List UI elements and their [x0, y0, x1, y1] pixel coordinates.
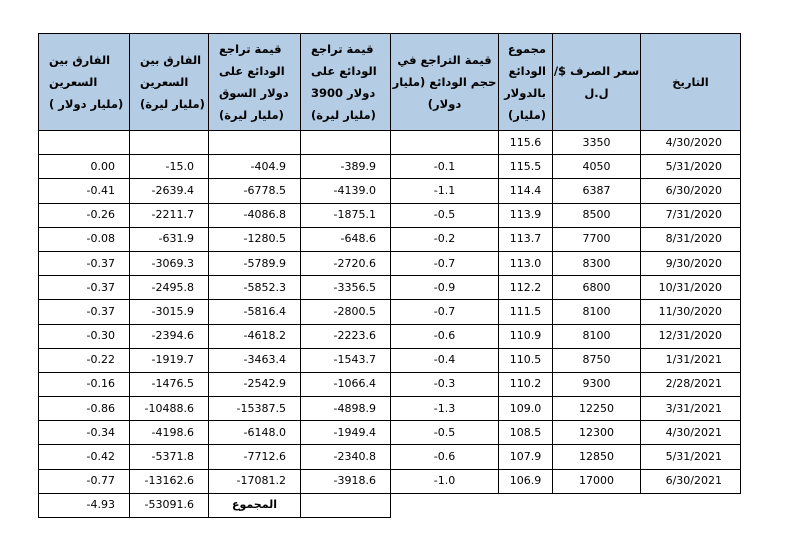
- header-date: التاريخ: [641, 34, 741, 131]
- cell-usd-diff: -0.37: [39, 276, 130, 300]
- cell-usd-diff: -0.26: [39, 203, 130, 227]
- cell-deposit-decline: -0.5: [391, 203, 499, 227]
- table-row: [39, 251, 741, 275]
- cell-exchange-rate: 17000: [553, 469, 641, 493]
- cell-deposit-decline: -0.5: [391, 421, 499, 445]
- cell-lbp-diff: -2495.8: [130, 276, 209, 300]
- cell-lbp-diff: [130, 131, 209, 155]
- cell-3900-decline: -648.6: [301, 227, 391, 251]
- table-row: [39, 203, 741, 227]
- total-row: [39, 493, 741, 517]
- cell-date: 5/31/2021: [641, 445, 741, 469]
- cell-exchange-rate: 8750: [553, 348, 641, 372]
- cell-deposit-decline: -0.6: [391, 324, 499, 348]
- table-row: [39, 155, 741, 179]
- cell-3900-decline: -2800.5: [301, 300, 391, 324]
- cell-market-decline: -2542.9: [209, 372, 301, 396]
- cell-3900-decline: -4898.9: [301, 397, 391, 421]
- table-row: [39, 227, 741, 251]
- cell-market-decline: -17081.2: [209, 469, 301, 493]
- cell-exchange-rate: 8500: [553, 203, 641, 227]
- cell-usd-diff: -0.41: [39, 179, 130, 203]
- cell-usd-diff: 0.00: [39, 155, 130, 179]
- cell-date: 11/30/2020: [641, 300, 741, 324]
- cell-total-deposits: 113.0: [499, 251, 553, 275]
- cell-3900-decline: -2340.8: [301, 445, 391, 469]
- cell-market-decline: -404.9: [209, 155, 301, 179]
- table-row: [39, 276, 741, 300]
- cell-deposit-decline: -0.6: [391, 445, 499, 469]
- header-total-deposits: مجموع الودائع بالدولار (مليار): [499, 34, 553, 131]
- table-row: [39, 324, 741, 348]
- total-empty-cell: [301, 493, 391, 517]
- cell-market-decline: -5789.9: [209, 251, 301, 275]
- cell-total-deposits: 110.5: [499, 348, 553, 372]
- cell-total-deposits: 107.9: [499, 445, 553, 469]
- cell-date: 4/30/2021: [641, 421, 741, 445]
- cell-usd-diff: -0.22: [39, 348, 130, 372]
- table-row: [39, 348, 741, 372]
- cell-lbp-diff: -631.9: [130, 227, 209, 251]
- cell-3900-decline: -4139.0: [301, 179, 391, 203]
- cell-total-deposits: 112.2: [499, 276, 553, 300]
- cell-3900-decline: -3918.6: [301, 469, 391, 493]
- cell-total-deposits: 106.9: [499, 469, 553, 493]
- cell-3900-decline: -2720.6: [301, 251, 391, 275]
- cell-deposit-decline: -0.7: [391, 251, 499, 275]
- cell-deposit-decline: -0.7: [391, 300, 499, 324]
- cell-total-deposits: 115.5: [499, 155, 553, 179]
- table-row: [39, 131, 741, 155]
- cell-market-decline: -4618.2: [209, 324, 301, 348]
- cell-market-decline: -6148.0: [209, 421, 301, 445]
- cell-date: 10/31/2020: [641, 276, 741, 300]
- header-exchange-rate: سعر الصرف $/ل.ل: [553, 34, 641, 131]
- cell-lbp-diff: -1476.5: [130, 372, 209, 396]
- cell-deposit-decline: -0.9: [391, 276, 499, 300]
- cell-deposit-decline: [391, 131, 499, 155]
- cell-date: 1/31/2021: [641, 348, 741, 372]
- cell-total-deposits: 111.5: [499, 300, 553, 324]
- cell-date: 6/30/2020: [641, 179, 741, 203]
- cell-lbp-diff: -2639.4: [130, 179, 209, 203]
- cell-usd-diff: -0.37: [39, 300, 130, 324]
- cell-lbp-diff: -10488.6: [130, 397, 209, 421]
- header-market-decline: قيمة تراجع الودائع على دولار السوق (مليار ليرة): [209, 34, 301, 131]
- total-blank-area: [391, 493, 741, 517]
- cell-deposit-decline: -0.3: [391, 372, 499, 396]
- cell-exchange-rate: 12300: [553, 421, 641, 445]
- cell-deposit-decline: -1.1: [391, 179, 499, 203]
- cell-market-decline: -5816.4: [209, 300, 301, 324]
- cell-lbp-diff: -1919.7: [130, 348, 209, 372]
- cell-exchange-rate: 9300: [553, 372, 641, 396]
- cell-3900-decline: -1066.4: [301, 372, 391, 396]
- total-usd-diff: -4.93: [39, 493, 130, 517]
- cell-usd-diff: -0.77: [39, 469, 130, 493]
- cell-date: 7/31/2020: [641, 203, 741, 227]
- cell-lbp-diff: -15.0: [130, 155, 209, 179]
- table-row: [39, 421, 741, 445]
- cell-lbp-diff: -5371.8: [130, 445, 209, 469]
- cell-date: 2/28/2021: [641, 372, 741, 396]
- cell-exchange-rate: 12850: [553, 445, 641, 469]
- cell-exchange-rate: 7700: [553, 227, 641, 251]
- cell-lbp-diff: -3015.9: [130, 300, 209, 324]
- cell-deposit-decline: -0.1: [391, 155, 499, 179]
- cell-3900-decline: -3356.5: [301, 276, 391, 300]
- header-usd-diff: الفارق بين السعرين (مليار دولار ): [39, 34, 130, 131]
- header-lbp-diff: الفارق بين السعرين (مليار ليرة): [130, 34, 209, 131]
- cell-usd-diff: -0.08: [39, 227, 130, 251]
- cell-deposit-decline: -0.4: [391, 348, 499, 372]
- cell-usd-diff: -0.34: [39, 421, 130, 445]
- table-row: [39, 179, 741, 203]
- cell-market-decline: -5852.3: [209, 276, 301, 300]
- header-deposit-decline: قيمة التراجع في حجم الودائع (مليار دولار): [391, 34, 499, 131]
- cell-lbp-diff: -3069.3: [130, 251, 209, 275]
- cell-date: 4/30/2020: [641, 131, 741, 155]
- cell-usd-diff: -0.42: [39, 445, 130, 469]
- cell-market-decline: -6778.5: [209, 179, 301, 203]
- cell-3900-decline: -1543.7: [301, 348, 391, 372]
- cell-total-deposits: 113.9: [499, 203, 553, 227]
- cell-date: 8/31/2020: [641, 227, 741, 251]
- header-3900-decline: قيمة تراجع الودائع على دولار 3900 (مليار ليرة): [301, 34, 391, 131]
- cell-total-deposits: 110.2: [499, 372, 553, 396]
- cell-3900-decline: -1875.1: [301, 203, 391, 227]
- cell-deposit-decline: -1.0: [391, 469, 499, 493]
- cell-exchange-rate: 8100: [553, 300, 641, 324]
- cell-3900-decline: [301, 131, 391, 155]
- cell-exchange-rate: 6387: [553, 179, 641, 203]
- cell-lbp-diff: -4198.6: [130, 421, 209, 445]
- cell-exchange-rate: 4050: [553, 155, 641, 179]
- cell-3900-decline: -389.9: [301, 155, 391, 179]
- cell-date: 12/31/2020: [641, 324, 741, 348]
- cell-total-deposits: 114.4: [499, 179, 553, 203]
- cell-total-deposits: 109.0: [499, 397, 553, 421]
- table-row: [39, 469, 741, 493]
- cell-exchange-rate: 3350: [553, 131, 641, 155]
- cell-lbp-diff: -13162.6: [130, 469, 209, 493]
- cell-usd-diff: -0.37: [39, 251, 130, 275]
- cell-lbp-diff: -2211.7: [130, 203, 209, 227]
- table-row: [39, 300, 741, 324]
- cell-date: 6/30/2021: [641, 469, 741, 493]
- cell-date: 3/31/2021: [641, 397, 741, 421]
- cell-3900-decline: -1949.4: [301, 421, 391, 445]
- table-row: [39, 372, 741, 396]
- total-lbp-diff: -53091.6: [130, 493, 209, 517]
- table-row: [39, 397, 741, 421]
- cell-market-decline: [209, 131, 301, 155]
- cell-total-deposits: 113.7: [499, 227, 553, 251]
- header-row: [39, 34, 741, 131]
- cell-total-deposits: 108.5: [499, 421, 553, 445]
- cell-deposit-decline: -1.3: [391, 397, 499, 421]
- cell-exchange-rate: 12250: [553, 397, 641, 421]
- cell-exchange-rate: 8100: [553, 324, 641, 348]
- cell-total-deposits: 110.9: [499, 324, 553, 348]
- cell-market-decline: -4086.8: [209, 203, 301, 227]
- cell-usd-diff: [39, 131, 130, 155]
- cell-market-decline: -15387.5: [209, 397, 301, 421]
- cell-exchange-rate: 6800: [553, 276, 641, 300]
- cell-market-decline: -7712.6: [209, 445, 301, 469]
- cell-deposit-decline: -0.2: [391, 227, 499, 251]
- cell-lbp-diff: -2394.6: [130, 324, 209, 348]
- cell-total-deposits: 115.6: [499, 131, 553, 155]
- cell-market-decline: -1280.5: [209, 227, 301, 251]
- cell-date: 9/30/2020: [641, 251, 741, 275]
- cell-date: 5/31/2020: [641, 155, 741, 179]
- cell-market-decline: -3463.4: [209, 348, 301, 372]
- table-row: [39, 445, 741, 469]
- cell-usd-diff: -0.86: [39, 397, 130, 421]
- deposits-table: [38, 33, 741, 518]
- cell-usd-diff: -0.16: [39, 372, 130, 396]
- cell-exchange-rate: 8300: [553, 251, 641, 275]
- cell-3900-decline: -2223.6: [301, 324, 391, 348]
- total-label: المجموع: [209, 493, 301, 517]
- cell-usd-diff: -0.30: [39, 324, 130, 348]
